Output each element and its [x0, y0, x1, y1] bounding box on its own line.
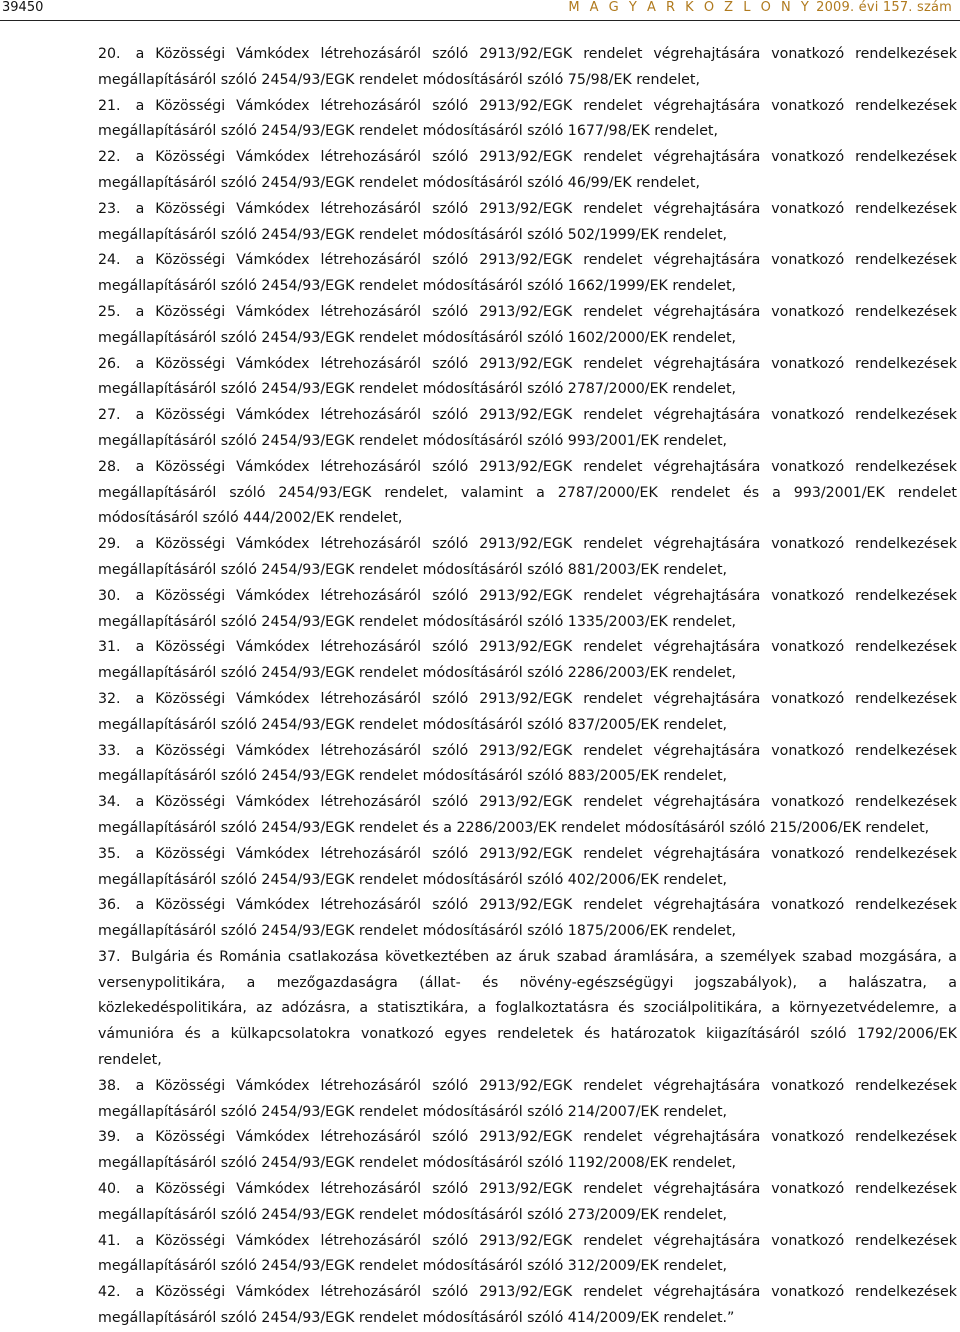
list-item — [98, 1177, 957, 1229]
list-item — [98, 532, 957, 584]
page-number: 39450 — [2, 0, 44, 15]
list-item — [98, 94, 957, 146]
list-item — [98, 1229, 957, 1281]
item-text: a Közösségi Vámkódex létrehozásáról szóló 2913/92/EGK rendelet végrehajtására vonatkozó rendelkezések megállapításáról szóló 2454/93/EGK rendelet módosításáról szóló 883/2005/EK rendelet, — [98, 742, 957, 785]
item-text: a Közösségi Vámkódex létrehozásáról szóló 2913/92/EGK rendelet végrehajtására vonatkozó rendelkezések megállapításáról szóló 2454/93/EGK rendelet módosításáról szóló 502/1999/EK rendelet, — [98, 200, 957, 243]
item-number: 41. — [98, 1232, 121, 1249]
item-text: a Közösségi Vámkódex létrehozásáról szóló 2913/92/EGK rendelet végrehajtására vonatkozó rendelkezések megállapításáról szóló 2454/93/EGK rendelet módosításáról szóló 414/2009/EK rendelet.” — [98, 1284, 957, 1327]
item-text: a Közösségi Vámkódex létrehozásáról szóló 2913/92/EGK rendelet végrehajtására vonatkozó rendelkezések megállapításáról szóló 2454/93/EGK rendelet módosításáról szóló 1192/2008/EK rendelet, — [98, 1129, 957, 1172]
item-number: 36. — [98, 897, 121, 914]
item-text: a Közösségi Vámkódex létrehozásáról szóló 2913/92/EGK rendelet végrehajtására vonatkozó rendelkezések megállapításáról szóló 2454/93/EGK rendelet módosításáról szóló 214/2007/EK rendelet, — [98, 1077, 957, 1120]
item-text: Bulgária és Románia csatlakozása következtében az áruk szabad áramlására, a személyek szabad mozgására, a versenypolitikára, a mezőgazdaságra (állat- és növény-egészségügyi jogszabályok), a halászatra, a közlekedéspolitikára, az adózásra, a statisztikára, a foglalkoztatásra és szociálpolitikára, a környezetvédelemre, a vámunióra és a külkapcsolatokra vonatkozó egyes rendeletek és határozatok kiigazításáról szóló 1792/2006/EK rendelet, — [98, 948, 957, 1069]
item-number: 27. — [98, 407, 121, 424]
item-number: 38. — [98, 1077, 121, 1094]
item-text: a Közösségi Vámkódex létrehozásáról szóló 2913/92/EGK rendelet végrehajtására vonatkozó rendelkezések megállapításáról szóló 2454/93/EGK rendelet módosításáról szóló 2286/2003/EK rendelet, — [98, 639, 957, 682]
list-item — [98, 790, 957, 842]
item-text: a Közösségi Vámkódex létrehozásáról szóló 2913/92/EGK rendelet végrehajtására vonatkozó rendelkezések megállapításáról szóló 2454/93/EGK rendelet módosításáról szóló 273/2009/EK rendelet, — [98, 1181, 957, 1223]
item-number: 31. — [98, 639, 121, 656]
item-text: a Közösségi Vámkódex létrehozásáról szóló 2913/92/EGK rendelet végrehajtására vonatkozó rendelkezések megállapításáról szóló 2454/93/EGK rendelet módosításáról szóló 75/98/EK rendelet, — [98, 46, 957, 88]
item-number: 22. — [98, 149, 121, 166]
list-item — [98, 687, 957, 739]
item-number: 42. — [98, 1284, 121, 1301]
list-item — [98, 455, 957, 532]
item-text: a Közösségi Vámkódex létrehozásáról szóló 2913/92/EGK rendelet végrehajtására vonatkozó rendelkezések megállapításáról szóló 2454/93/EGK rendelet módosításáról szóló 1602/2000/EK rendelet, — [98, 303, 957, 346]
list-item — [98, 42, 957, 94]
list-item — [98, 842, 957, 894]
item-text: a Közösségi Vámkódex létrehozásáról szóló 2913/92/EGK rendelet végrehajtására vonatkozó rendelkezések megállapításáról szóló 2454/93/EGK rendelet módosításáról szóló 402/2006/EK rendelet, — [98, 845, 957, 888]
item-number: 23. — [98, 200, 121, 217]
journal-name: M A G Y A R K Ö Z L Ö N Y — [568, 0, 812, 15]
item-number: 40. — [98, 1181, 121, 1198]
item-text: a Közösségi Vámkódex létrehozásáról szóló 2913/92/EGK rendelet végrehajtására vonatkozó rendelkezések megállapításáról szóló 2454/93/EGK rendelet, valamint a 2787/2000/EK rendelet és a 993/2001/EK rendelet módosításáról szóló 444/2002/EK rendelet, — [98, 458, 957, 527]
item-text: a Közösségi Vámkódex létrehozásáról szóló 2913/92/EGK rendelet végrehajtására vonatkozó rendelkezések megállapításáról szóló 2454/93/EGK rendelet módosításáról szóló 993/2001/EK rendelet, — [98, 407, 957, 449]
item-text: a Közösségi Vámkódex létrehozásáról szóló 2913/92/EGK rendelet végrehajtására vonatkozó rendelkezések megállapításáról szóló 2454/93/EGK rendelet módosításáról szóló 1662/1999/EK rendelet, — [98, 252, 957, 295]
list-item — [98, 300, 957, 352]
item-number: 39. — [98, 1129, 121, 1146]
item-text: a Közösségi Vámkódex létrehozásáról szóló 2913/92/EGK rendelet végrehajtására vonatkozó rendelkezések megállapításáról szóló 2454/93/EGK rendelet módosításáról szóló 881/2003/EK rendelet, — [98, 536, 957, 578]
list-item — [98, 145, 957, 197]
item-number: 35. — [98, 845, 121, 862]
regulation-list — [98, 42, 957, 1332]
list-item — [98, 1280, 957, 1332]
item-text: a Közösségi Vámkódex létrehozásáról szóló 2913/92/EGK rendelet végrehajtására vonatkozó rendelkezések megállapításáról szóló 2454/93/EGK rendelet módosításáról szóló 2787/2000/EK rendelet, — [98, 355, 957, 398]
list-item — [98, 352, 957, 404]
item-number: 33. — [98, 742, 121, 759]
page-header — [0, 0, 960, 20]
item-number: 25. — [98, 303, 121, 320]
list-item — [98, 1074, 957, 1126]
item-number: 32. — [98, 690, 121, 707]
item-text: a Közösségi Vámkódex létrehozásáról szóló 2913/92/EGK rendelet végrehajtására vonatkozó rendelkezések megállapításáról szóló 2454/93/EGK rendelet módosításáról szóló 312/2009/EK rendelet, — [98, 1232, 957, 1275]
list-item — [98, 945, 957, 1074]
list-item — [98, 739, 957, 791]
item-text: a Közösségi Vámkódex létrehozásáról szóló 2913/92/EGK rendelet végrehajtására vonatkozó rendelkezések megállapításáról szóló 2454/93/EGK rendelet módosításáról szóló 837/2005/EK rendelet, — [98, 690, 957, 733]
list-item — [98, 584, 957, 636]
header-divider — [0, 20, 960, 21]
list-item — [98, 403, 957, 455]
list-item — [98, 197, 957, 249]
item-number: 26. — [98, 355, 121, 372]
item-number: 29. — [98, 536, 121, 553]
list-item — [98, 635, 957, 687]
list-item — [98, 248, 957, 300]
item-number: 34. — [98, 794, 121, 811]
item-number: 24. — [98, 252, 121, 269]
list-item — [98, 893, 957, 945]
item-text: a Közösségi Vámkódex létrehozásáról szóló 2913/92/EGK rendelet végrehajtására vonatkozó rendelkezések megállapításáról szóló 2454/93/EGK rendelet módosításáról szóló 1335/2003/EK rendelet, — [98, 587, 957, 630]
list-item — [98, 1125, 957, 1177]
item-number: 21. — [98, 97, 121, 114]
journal-masthead — [568, 1, 952, 15]
item-text: a Közösségi Vámkódex létrehozásáról szóló 2913/92/EGK rendelet végrehajtására vonatkozó rendelkezések megállapításáról szóló 2454/93/EGK rendelet módosításáról szóló 1677/98/EK rendelet, — [98, 97, 957, 140]
item-number: 20. — [98, 46, 121, 62]
item-text: a Közösségi Vámkódex létrehozásáról szóló 2913/92/EGK rendelet végrehajtására vonatkozó rendelkezések megállapításáról szóló 2454/93/EGK rendelet módosításáról szóló 1875/2006/EK rendelet, — [98, 897, 957, 940]
item-number: 30. — [98, 587, 121, 604]
issue-number: 2009. évi 157. szám — [816, 0, 952, 15]
item-number: 37. — [98, 948, 121, 965]
item-text: a Közösségi Vámkódex létrehozásáról szóló 2913/92/EGK rendelet végrehajtására vonatkozó rendelkezések megállapításáról szóló 2454/93/EGK rendelet és a 2286/2003/EK rendelet módosításáról szóló 215/2006/EK rendelet, — [98, 794, 957, 836]
item-text: a Közösségi Vámkódex létrehozásáról szóló 2913/92/EGK rendelet végrehajtására vonatkozó rendelkezések megállapításáról szóló 2454/93/EGK rendelet módosításáról szóló 46/99/EK rendelet, — [98, 149, 957, 191]
item-number: 28. — [98, 458, 121, 475]
